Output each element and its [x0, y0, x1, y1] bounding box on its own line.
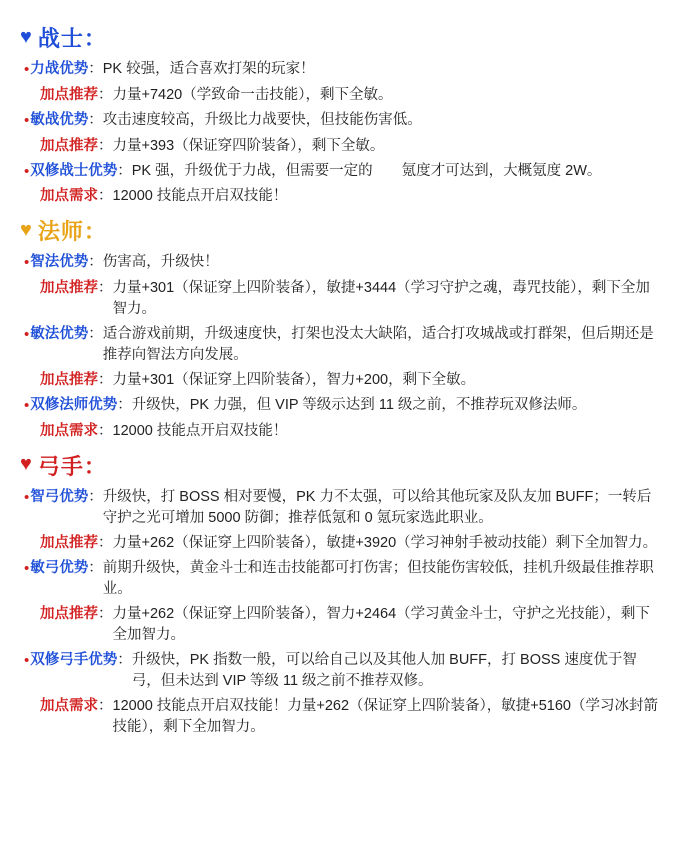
entry-text: 升级快，PK 指数一般，可以给自己以及其他人加 BUFF，打 BOSS 速度优于智弓，但未达到 VIP 等级 11 级之前不推荐双修。	[131, 652, 637, 690]
bullet-icon: •	[24, 326, 30, 344]
entry-label: 加点推荐	[40, 534, 98, 551]
entry-label: 智弓优势	[30, 488, 89, 505]
entry-colon: ：	[98, 372, 113, 389]
entry-label: 加点推荐	[40, 86, 98, 103]
entry-colon: ：	[98, 137, 113, 154]
entry-label: 双修战士优势	[30, 162, 118, 179]
entry-colon: ：	[98, 280, 113, 297]
entry-label: 敏法优势	[30, 326, 89, 343]
advantage-row	[14, 252, 663, 274]
section-title: 弓手：	[37, 453, 107, 479]
advantage-row	[14, 161, 663, 183]
bullet-icon: •	[24, 397, 30, 415]
entry-label: 敏弓优势	[30, 559, 89, 576]
entry-label: 双修法师优势	[30, 397, 118, 414]
recommendation-row	[14, 85, 663, 106]
entry-colon: ：	[88, 254, 103, 271]
recommendation-row	[14, 696, 663, 738]
sections-container	[14, 22, 663, 738]
entry-colon: ：	[117, 397, 132, 414]
entry-text: 力量+301（保证穿上四阶装备），敏捷+3444（学习守护之魂，毒咒技能），剩下全加智力。	[112, 280, 650, 318]
recommendation-row	[14, 604, 663, 646]
entry-colon: ：	[98, 698, 113, 715]
entry-text: 前期升级快，黄金斗士和连击技能都可打伤害；但技能伤害较低，挂机升级最佳推荐职业。	[102, 559, 654, 597]
entry-colon: ：	[98, 422, 113, 439]
entry-text: 力量+393（保证穿四阶装备），剩下全敏。	[112, 137, 385, 154]
entry-text: 力量+262（保证穿上四阶装备），智力+2464（学习黄金斗士，守护之光技能），剩下全加智力。	[112, 605, 650, 643]
entry-label: 智法优势	[30, 254, 89, 271]
entry-colon: ：	[98, 534, 113, 551]
guide-section	[14, 22, 663, 207]
entry-label: 敏战优势	[30, 111, 89, 128]
advantage-row	[14, 59, 663, 81]
section-title: 法师：	[37, 219, 107, 245]
entry-text: 12000 技能点开启双技能！力量+262（保证穿上四阶装备），敏捷+5160（学习冰封箭技能），剩下全加智力。	[112, 698, 658, 736]
entry-text: 力量+262（保证穿上四阶装备），敏捷+3920（学习神射手被动技能）剩下全加智力。	[112, 534, 658, 551]
entry-text: 攻击速度较高，升级比力战要快，但技能伤害低。	[102, 111, 422, 128]
entry-label: 加点推荐	[40, 137, 98, 154]
entry-label: 双修弓手优势	[30, 652, 118, 668]
advantage-row	[14, 487, 663, 529]
bullet-icon: •	[24, 652, 30, 669]
entry-label: 力战优势	[30, 61, 89, 77]
section-header	[20, 22, 663, 53]
section-title: 战士：	[37, 26, 107, 51]
section-header	[20, 450, 663, 481]
advantage-row	[14, 110, 663, 132]
entry-text: 力量+301（保证穿上四阶装备），智力+200，剩下全敏。	[112, 372, 476, 389]
bullet-icon: •	[24, 61, 30, 78]
bullet-icon: •	[24, 488, 30, 506]
entry-text: 升级快，PK 力强，但 VIP 等级示达到 11 级之前，不推荐玩双修法师。	[131, 397, 587, 414]
entry-label: 加点需求	[40, 698, 98, 715]
section-header	[20, 215, 663, 246]
recommendation-row	[14, 370, 663, 391]
entry-colon: ：	[98, 86, 113, 103]
entry-label: 加点推荐	[40, 372, 98, 389]
entry-label: 加点推荐	[40, 280, 98, 297]
entry-text: 12000 技能点开启双技能！	[112, 422, 288, 439]
heart-icon: ♥	[20, 453, 32, 476]
entry-text: 升级快，打 BOSS 相对要慢，PK 力不太强，可以给其他玩家及队友加 BUFF；一转后守护之光可增加 5000 防御；推荐低氪和 0 氪玩家选此职业。	[102, 488, 652, 526]
guide-section	[14, 450, 663, 738]
recommendation-row	[14, 136, 663, 157]
entry-colon: ：	[88, 61, 103, 77]
entry-label: 加点推荐	[40, 605, 98, 622]
bullet-icon: •	[24, 254, 30, 272]
recommendation-row	[14, 186, 663, 207]
entry-text: PK 较强，适合喜欢打架的玩家！	[102, 61, 315, 77]
entry-colon: ：	[88, 559, 103, 576]
guide-section	[14, 215, 663, 442]
entry-label: 加点需求	[40, 188, 98, 205]
entry-text: 伤害高，升级快！	[102, 254, 219, 271]
entry-text: 12000 技能点开启双技能！	[112, 188, 288, 205]
entry-colon: ：	[88, 488, 103, 505]
entry-colon: ：	[98, 188, 113, 205]
entry-colon: ：	[117, 162, 132, 179]
recommendation-row	[14, 421, 663, 442]
recommendation-row	[14, 278, 663, 320]
advantage-row	[14, 650, 663, 692]
heart-icon: ♥	[20, 25, 32, 48]
entry-colon: ：	[117, 652, 132, 668]
entry-colon: ：	[88, 111, 103, 128]
advantage-row	[14, 324, 663, 366]
bullet-icon: •	[24, 559, 30, 577]
entry-text: 适合游戏前期，升级速度快，打架也没太大缺陷，适合打攻城战或打群架，但后期还是推荐向智法方向发展。	[102, 326, 654, 364]
bullet-icon: •	[24, 162, 30, 180]
recommendation-row	[14, 533, 663, 554]
entry-colon: ：	[88, 326, 103, 343]
bullet-icon: •	[24, 111, 30, 129]
advantage-row	[14, 558, 663, 600]
heart-icon: ♥	[20, 218, 32, 241]
entry-colon: ：	[98, 605, 113, 622]
entry-text: PK 强，升级优于力战，但需要一定的 氪度才可达到，大概氪度 2W。	[131, 162, 602, 179]
entry-text: 力量+7420（学致命一击技能），剩下全敏。	[112, 86, 393, 103]
entry-label: 加点需求	[40, 422, 98, 439]
advantage-row	[14, 395, 663, 417]
